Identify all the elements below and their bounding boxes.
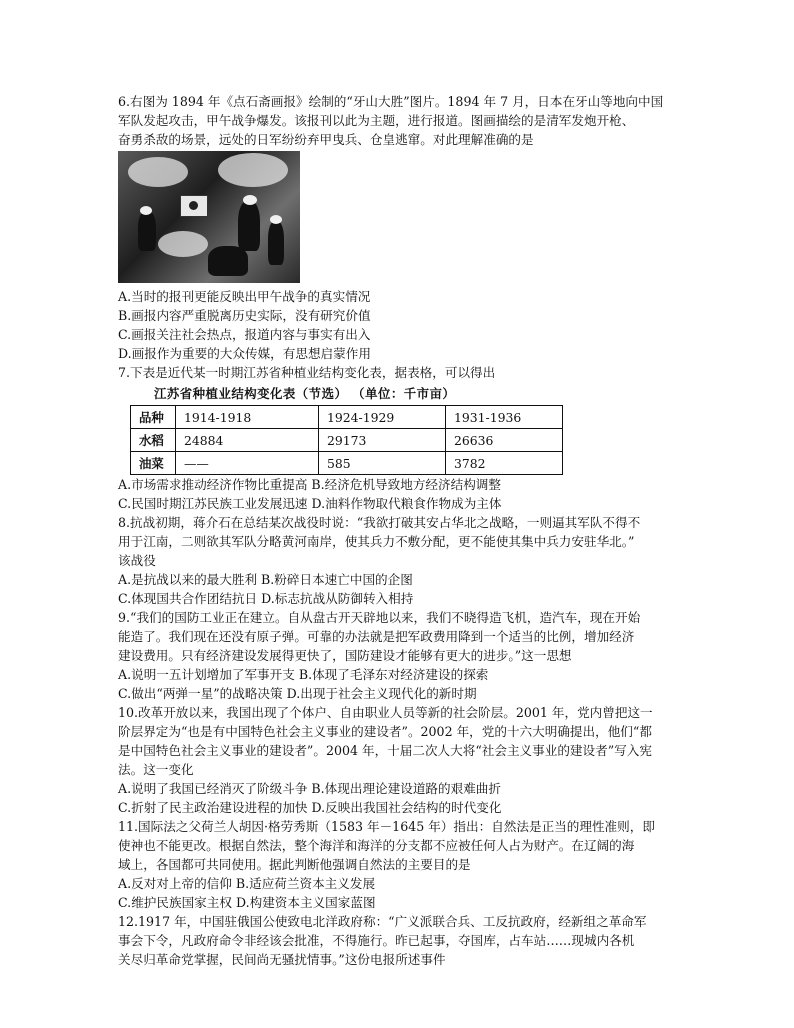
options-cd: C.体现国共合作团结抗日 D.标志抗战从防御转入相持 xyxy=(118,591,414,606)
question-8 xyxy=(118,513,684,608)
question-stem: 6.右图为 1894 年《点石斋画报》绘制的“牙山大胜”图片。1894 年 7 月，日本在牙山等地向中国 xyxy=(118,94,664,109)
options-cd: C.折射了民主政治建设进程的加快 D.反映出我国社会结构的时代变化 xyxy=(118,800,502,815)
question-9 xyxy=(118,608,684,703)
table-cell: 585 xyxy=(319,452,446,475)
table-cell: 24884 xyxy=(176,429,319,452)
question-stem: 该战役 xyxy=(118,553,156,568)
table-cell: 水稻 xyxy=(131,429,176,452)
rising-sun-flag-icon xyxy=(180,195,208,217)
question-stem: 关尽归革命党掌握，民间尚无骚扰情事。”这份电报所述事件 xyxy=(118,952,446,967)
question-stem: 10.改革开放以来，我国出现了个体户、自由职业人员等新的社会阶层。2001 年，党内曾把这一 xyxy=(118,705,653,720)
question-stem: 法。这一变化 xyxy=(118,762,194,777)
options-ab: A.市场需求推动经济作物比重提高 B.经济危机导致地方经济结构调整 xyxy=(118,477,501,492)
question-stem: 域上，各国都可共同使用。据此判断他强调自然法的主要目的是 xyxy=(118,857,471,872)
question-11 xyxy=(118,817,684,912)
question-stem: 事会下令，凡政府命令非经该会批准，不得施行。昨已起事，夺国库，占车站……现城内各机 xyxy=(118,933,635,948)
historical-illustration-image xyxy=(118,151,300,283)
option-c: C.画报关注社会热点，报道内容与事实有出入 xyxy=(118,327,371,342)
question-stem: 7.下表是近代某一时期江苏省种植业结构变化表，据表格，可以得出 xyxy=(118,365,496,380)
question-stem: 8.抗战初期，蒋介石在总结某次战役时说：“我欲打破其安占华北之战略，一则逼其军队不得不 xyxy=(118,515,641,530)
question-6 xyxy=(118,92,684,363)
table-header-row xyxy=(131,406,563,429)
table-row xyxy=(131,429,563,452)
planting-structure-table xyxy=(130,405,563,475)
question-stem: 12.1917 年，中国驻俄国公使致电北洋政府称：“广义派联合兵、工反抗政府，经新组之革命军 xyxy=(118,914,647,929)
question-10 xyxy=(118,703,684,817)
options-cd: C.民国时期江苏民族工业发展迅速 D.油料作物取代粮食作物成为主体 xyxy=(118,496,502,511)
table-row xyxy=(131,452,563,475)
option-a: A.当时的报刊更能反映出甲午战争的真实情况 xyxy=(118,289,371,304)
option-b: B.画报内容严重脱离历史实际，没有研究价值 xyxy=(118,308,371,323)
table-header-cell: 1914-1918 xyxy=(176,406,319,429)
question-stem: 建设费用。只有经济建设发展得更快了，国防建设才能够有更大的进步。”这一思想 xyxy=(118,648,572,663)
question-stem: 用于江南，二则欲其军队分略黄河南岸，使其兵力不敷分配，更不能使其集中兵力安驻华北。” xyxy=(118,534,635,549)
options-cd: C.维护民族国家主权 D.构建资本主义国家蓝图 xyxy=(118,895,376,910)
question-stem: 阶层界定为“也是有中国特色社会主义事业的建设者”。2002 年，党的十六大明确提出，他们“都 xyxy=(118,724,652,739)
options-ab: A.说明一五计划增加了军事开支 B.体现了毛泽东对经济建设的探索 xyxy=(118,667,489,682)
table-cell: 29173 xyxy=(319,429,446,452)
table-cell: —— xyxy=(176,452,319,475)
question-7 xyxy=(118,363,684,513)
table-header-cell: 1924-1929 xyxy=(319,406,446,429)
table-cell: 26636 xyxy=(446,429,563,452)
question-stem: 是中国特色社会主义事业的建设者”。2004 年，十届二次人大将“社会主义事业的建设者”写入宪 xyxy=(118,743,652,758)
options-cd: C.做出“两弹一星”的战略决策 D.出现于社会主义现代化的新时期 xyxy=(118,686,477,701)
table-header-cell: 品种 xyxy=(131,406,176,429)
question-stem: 使神也不能更改。根据自然法，整个海洋和海洋的分支都不应被任何人占为财产。在辽阔的海 xyxy=(118,838,635,853)
exam-page xyxy=(118,92,684,969)
table-header-cell: 1931-1936 xyxy=(446,406,563,429)
table-cell: 油菜 xyxy=(131,452,176,475)
question-stem: 军队发起攻击，甲午战争爆发。该报刊以此为主题，进行报道。图画描绘的是清军发炮开枪、 xyxy=(118,113,635,128)
option-d: D.画报作为重要的大众传媒，有思想启蒙作用 xyxy=(118,346,371,361)
table-title: 江苏省种植业结构变化表（节选） （单位：千市亩） xyxy=(154,386,456,401)
table-cell: 3782 xyxy=(446,452,563,475)
options-ab: A.说明了我国已经消灭了阶级斗争 B.体现出理论建设道路的艰难曲折 xyxy=(118,781,501,796)
options-ab: A.反对对上帝的信仰 B.适应荷兰资本主义发展 xyxy=(118,876,376,891)
options-ab: A.是抗战以来的最大胜利 B.粉碎日本速亡中国的企图 xyxy=(118,572,413,587)
question-stem: 11.国际法之父荷兰人胡因·格劳秀斯（1583 年－1645 年）指出：自然法是正当的理性准则，即 xyxy=(118,819,655,834)
question-stem: 奋勇杀敌的场景，远处的日军纷纷弃甲曳兵、仓皇逃窜。对此理解准确的是 xyxy=(118,132,534,147)
question-stem: 9.“我们的国防工业正在建立。自从盘古开天辟地以来，我们不晓得造飞机，造汽车，现在开始 xyxy=(118,610,641,625)
question-12 xyxy=(118,912,684,969)
question-stem: 能造了。我们现在还没有原子弹。可靠的办法就是把军政费用降到一个适当的比例，增加经济 xyxy=(118,629,635,644)
